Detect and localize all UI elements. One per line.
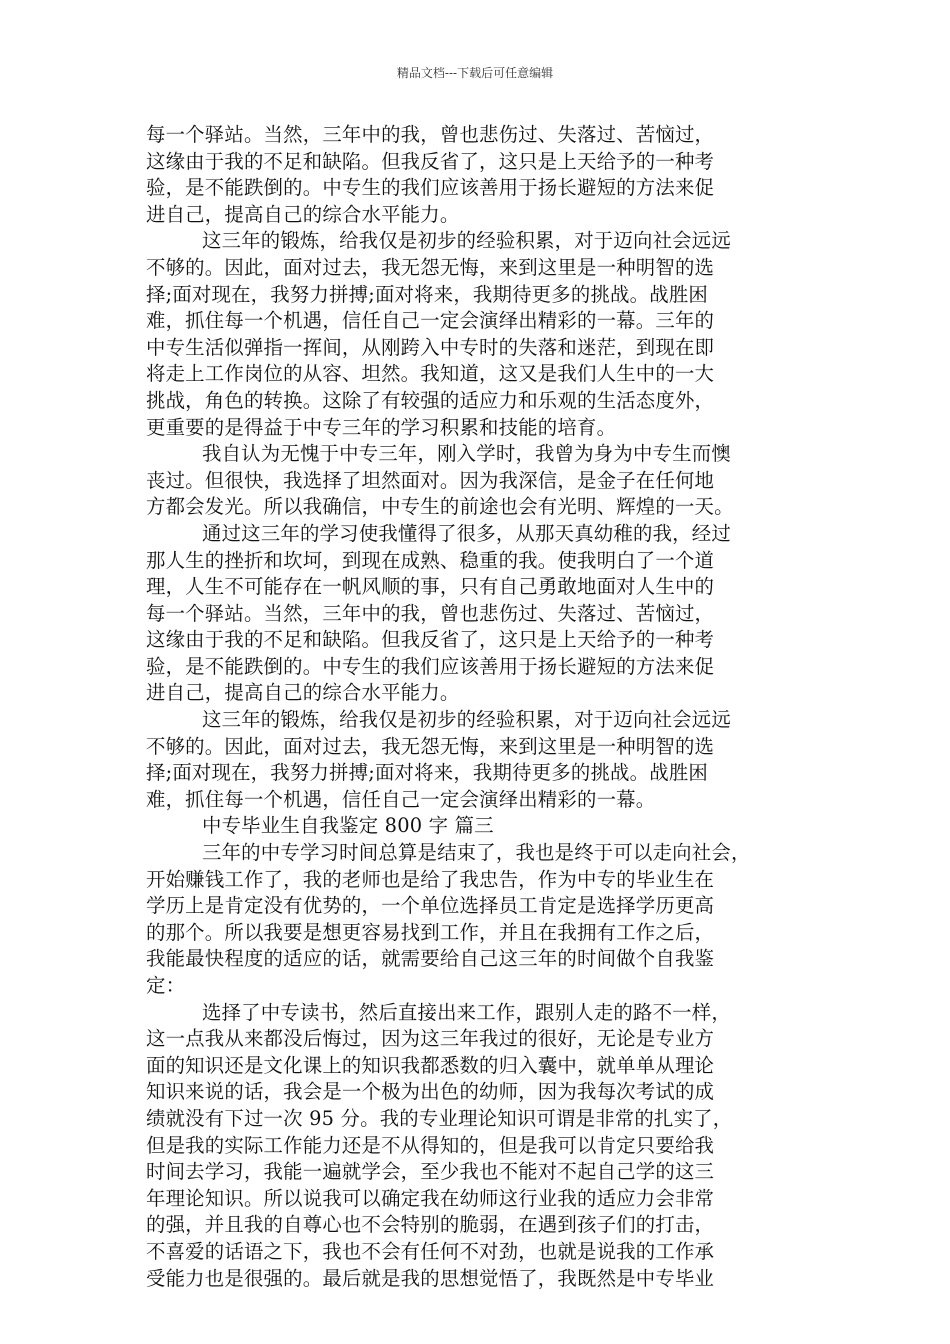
text-line: 择;面对现在，我努力拼搏;面对将来，我期待更多的挑战。战胜困 [146, 282, 709, 306]
text-line: 中专生活似弹指一挥间，从刚跨入中专时的失落和迷茫，到现在即 [146, 335, 715, 359]
text-line: 理，人生不可能存在一帆风顺的事，只有自己勇敢地面对人生中的 [146, 575, 715, 599]
text-line: 将走上工作岗位的从容、坦然。我知道，这又是我们人生中的一大 [146, 362, 715, 386]
text-line: 丧过。但很快，我选择了坦然面对。因为我深信，是金子在任何地 [146, 468, 715, 492]
text-line: 挑战，角色的转换。这除了有较强的适应力和乐观的生活态度外， [146, 388, 715, 412]
text-line: 难，抓住每一个机遇，信任自己一定会演绎出精彩的一幕。三年的 [146, 309, 715, 333]
text-line: 方都会发光。所以我确信，中专生的前途也会有光明、辉煌的一天。 [146, 495, 734, 519]
text-line: 进自己，提高自己的综合水平能力。 [146, 202, 460, 226]
text-line: 选择了中专读书，然后直接出来工作，跟别人走的路不一样， [202, 1000, 731, 1024]
page-header: 精品文档---下载后可任意编辑 [396, 66, 554, 80]
text-line: 时间去学习，我能一遍就学会，至少我也不能对不起自己学的这三 [146, 1160, 715, 1184]
text-line: 验，是不能跌倒的。中专生的我们应该善用于扬长避短的方法来促 [146, 654, 715, 678]
text-line: 不够的。因此，面对过去，我无怨无悔，来到这里是一种明智的选 [146, 255, 715, 279]
text-line: 难，抓住每一个机遇，信任自己一定会演绎出精彩的一幕。 [146, 787, 656, 811]
text-line: 每一个驿站。当然，三年中的我，曾也悲伤过、失落过、苦恼过， [146, 123, 715, 146]
text-line: 但是我的实际工作能力还是不从得知的，但是我可以肯定只要给我 [146, 1133, 715, 1157]
text-line: 这三年的锻炼，给我仅是初步的经验积累，对于迈向社会远远 [202, 229, 731, 253]
text-line: 择;面对现在，我努力拼搏;面对将来，我期待更多的挑战。战胜困 [146, 761, 709, 785]
text-line: 面的知识还是文化课上的知识我都悉数的归入囊中，就单单从理论 [146, 1053, 715, 1077]
text-line: 验，是不能跌倒的。中专生的我们应该善用于扬长避短的方法来促 [146, 176, 715, 200]
text-line: 三年的中专学习时间总算是结束了，我也是终于可以走向社会， [202, 841, 751, 865]
text-line: 更重要的是得益于中专三年的学习积累和技能的培育。 [146, 415, 617, 439]
text-line: 每一个驿站。当然，三年中的我，曾也悲伤过、失落过、苦恼过， [146, 601, 715, 625]
text-line: 学历上是肯定没有优势的，一个单位选择员工肯定是选择学历更高 [146, 894, 715, 918]
text-line: 这缘由于我的不足和缺陷。但我反省了，这只是上天给予的一种考 [146, 149, 715, 173]
text-line: 中专毕业生自我鉴定 800 字 篇三 [202, 814, 494, 838]
text-line: 年理论知识。所以说我可以确定我在幼师这行业我的适应力会非常 [146, 1186, 715, 1210]
text-line: 我能最快程度的适应的话，就需要给自己这三年的时间做个自我鉴 [146, 947, 715, 971]
text-line: 进自己，提高自己的综合水平能力。 [146, 681, 460, 705]
text-line: 受能力也是很强的。最后就是我的思想觉悟了，我既然是中专毕业 [146, 1266, 715, 1290]
text-line: 的强，并且我的自尊心也不会特别的脆弱，在遇到孩子们的打击， [146, 1213, 715, 1237]
text-line: 的那个。所以我要是想更容易找到工作，并且在我拥有工作之后， [146, 920, 715, 944]
text-line: 不喜爱的话语之下，我也不会有任何不对劲，也就是说我的工作承 [146, 1239, 715, 1263]
text-line: 这三年的锻炼，给我仅是初步的经验积累，对于迈向社会远远 [202, 708, 731, 732]
document-body [146, 122, 806, 1292]
text-line: 不够的。因此，面对过去，我无怨无悔，来到这里是一种明智的选 [146, 734, 715, 758]
text-line: 那人生的挫折和坎坷，到现在成熟、稳重的我。使我明白了一个道 [146, 548, 715, 572]
text-line: 知识来说的话，我会是一个极为出色的幼师，因为我每次考试的成 [146, 1080, 715, 1104]
text-line: 开始赚钱工作了，我的老师也是给了我忠告，作为中专的毕业生在 [146, 867, 715, 891]
text-line: 绩就没有下过一次 95 分。我的专业理论知识可谓是非常的扎实了， [146, 1106, 733, 1130]
text-line: 通过这三年的学习使我懂得了很多，从那天真幼稚的我，经过 [202, 521, 731, 545]
text-line: 这一点我从来都没后悔过，因为这三年我过的很好，无论是专业方 [146, 1027, 715, 1051]
text-line: 我自认为无愧于中专三年，刚入学时，我曾为身为中专生而懊 [202, 442, 731, 466]
text-line: 定： [146, 974, 186, 997]
text-line: 这缘由于我的不足和缺陷。但我反省了，这只是上天给予的一种考 [146, 628, 715, 652]
